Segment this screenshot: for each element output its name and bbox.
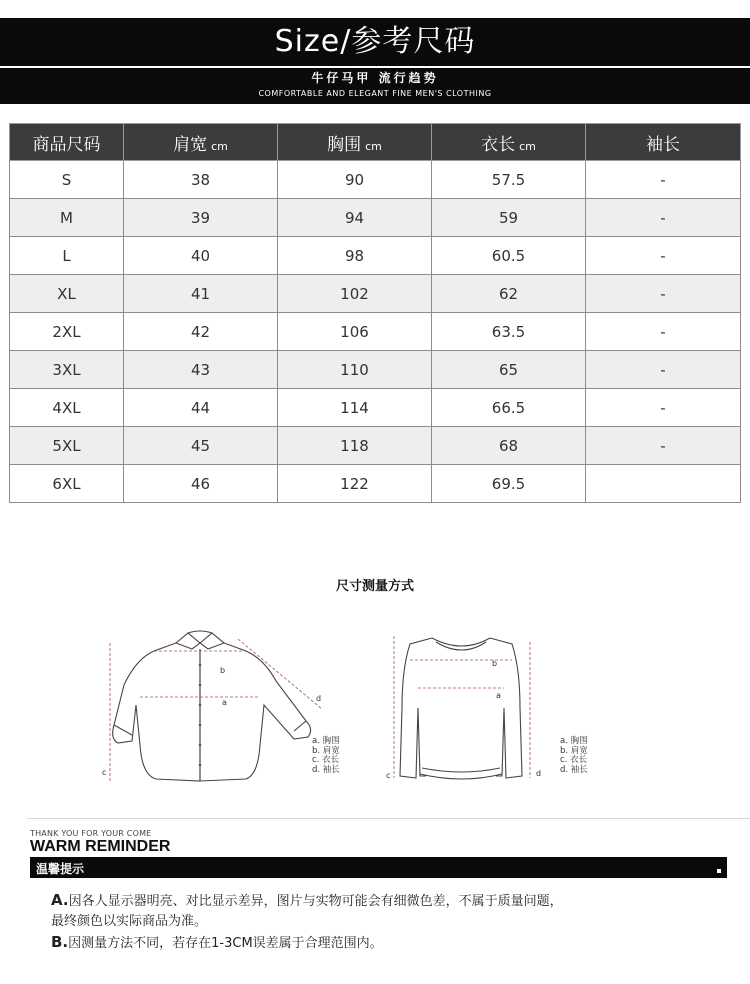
table-cell: L [10, 237, 124, 275]
mark-a: a [496, 691, 501, 700]
table-row [10, 161, 741, 199]
column-header [432, 124, 586, 161]
table-cell: - [586, 199, 741, 237]
table-cell: 3XL [10, 351, 124, 389]
legend-item: c. 衣长 [312, 755, 340, 765]
column-label: 肩宽 [173, 134, 208, 155]
mark-a: a [222, 698, 227, 707]
table-cell: 114 [278, 389, 432, 427]
sweater-legend [560, 737, 588, 775]
column-unit: cm [211, 139, 228, 153]
shirt-diagram [96, 625, 336, 790]
table-cell: 42 [124, 313, 278, 351]
note-b-letter: B. [51, 933, 69, 951]
table-cell: 98 [278, 237, 432, 275]
header-banner [0, 18, 750, 104]
column-header [278, 124, 432, 161]
table-cell: 41 [124, 275, 278, 313]
table-cell: - [586, 275, 741, 313]
table-cell: 94 [278, 199, 432, 237]
table-cell: 4XL [10, 389, 124, 427]
mark-b: b [492, 659, 498, 668]
measure-title: 尺寸测量方式 [335, 579, 414, 594]
table-cell: - [586, 351, 741, 389]
note-b-line1: 因测量方法不同，若存在1-3CM误差属于合理范围内。 [68, 936, 383, 951]
table-row [10, 313, 741, 351]
banner-subtitle-cn: 牛仔马甲 流行趋势 [311, 71, 439, 85]
reminder-heading: WARM REMINDER [30, 838, 171, 855]
table-cell: XL [10, 275, 124, 313]
reminder-bar-dot [717, 869, 721, 873]
legend-item: d. 袖长 [560, 764, 588, 775]
table-cell: - [586, 427, 741, 465]
table-cell: 63.5 [432, 313, 586, 351]
section-divider [27, 818, 750, 819]
table-cell: 5XL [10, 427, 124, 465]
note-a-letter: A. [51, 891, 69, 909]
reminder-bar [30, 857, 727, 878]
mark-c: c [102, 768, 107, 777]
table-cell: 45 [124, 427, 278, 465]
shirt-legend [312, 737, 340, 775]
legend-item: a. 胸围 [312, 736, 340, 746]
table-cell: 102 [278, 275, 432, 313]
reminder-note-a [51, 890, 563, 932]
mark-d: d [536, 769, 542, 778]
note-a-line1: 因各人显示器明亮、对比显示差异，图片与实物可能会有细微色差，不属于质量问题， [68, 894, 563, 909]
table-cell: 44 [124, 389, 278, 427]
legend-item: b. 肩宽 [560, 745, 588, 756]
table-cell: 59 [432, 199, 586, 237]
column-unit: cm [519, 139, 536, 153]
table-cell: - [586, 237, 741, 275]
table-row [10, 465, 741, 503]
table-cell [586, 465, 741, 503]
table-row [10, 199, 741, 237]
column-header [586, 124, 741, 161]
table-cell: M [10, 199, 124, 237]
mark-c: c [386, 771, 391, 780]
legend-item: d. 袖长 [312, 764, 340, 775]
table-cell: - [586, 313, 741, 351]
banner-subtitle-en: COMFORTABLE AND ELEGANT FINE MEN'S CLOTHING [258, 89, 492, 98]
size-table [9, 123, 741, 503]
table-cell: 62 [432, 275, 586, 313]
mark-d: d [316, 694, 322, 703]
table-row [10, 237, 741, 275]
table-row [10, 389, 741, 427]
column-unit: cm [365, 139, 382, 153]
table-cell: 118 [278, 427, 432, 465]
column-label: 衣长 [481, 134, 516, 155]
table-cell: 122 [278, 465, 432, 503]
column-header [124, 124, 278, 161]
reminder-note-b [51, 932, 383, 954]
table-cell: - [586, 161, 741, 199]
banner-divider [0, 66, 750, 68]
mark-b: b [220, 666, 226, 675]
column-header [10, 124, 124, 161]
reminder-thanks: THANK YOU FOR YOUR COME [30, 829, 152, 838]
page-title: Size/参考尺码 [274, 24, 476, 59]
table-row [10, 351, 741, 389]
table-cell: 43 [124, 351, 278, 389]
column-label: 胸围 [327, 134, 362, 155]
table-cell: 68 [432, 427, 586, 465]
table-cell: 69.5 [432, 465, 586, 503]
table-cell: 90 [278, 161, 432, 199]
legend-item: c. 衣长 [560, 755, 588, 765]
table-cell: 65 [432, 351, 586, 389]
table-cell: S [10, 161, 124, 199]
legend-item: a. 胸围 [560, 736, 588, 746]
table-cell: 106 [278, 313, 432, 351]
size-table-header [10, 124, 741, 161]
note-a-line2: 最终颜色以实际商品为准。 [51, 914, 208, 929]
table-cell: 39 [124, 199, 278, 237]
table-row [10, 275, 741, 313]
table-row [10, 427, 741, 465]
column-label: 袖长 [646, 134, 680, 155]
size-table-body [10, 161, 741, 503]
table-cell: - [586, 389, 741, 427]
column-label: 商品尺码 [32, 134, 101, 155]
table-cell: 6XL [10, 465, 124, 503]
table-cell: 2XL [10, 313, 124, 351]
table-cell: 38 [124, 161, 278, 199]
table-cell: 66.5 [432, 389, 586, 427]
table-cell: 40 [124, 237, 278, 275]
legend-item: b. 肩宽 [312, 745, 340, 756]
table-cell: 57.5 [432, 161, 586, 199]
reminder-bar-label: 温馨提示 [36, 862, 85, 876]
table-cell: 110 [278, 351, 432, 389]
sweater-diagram [384, 628, 554, 788]
table-cell: 60.5 [432, 237, 586, 275]
table-cell: 46 [124, 465, 278, 503]
